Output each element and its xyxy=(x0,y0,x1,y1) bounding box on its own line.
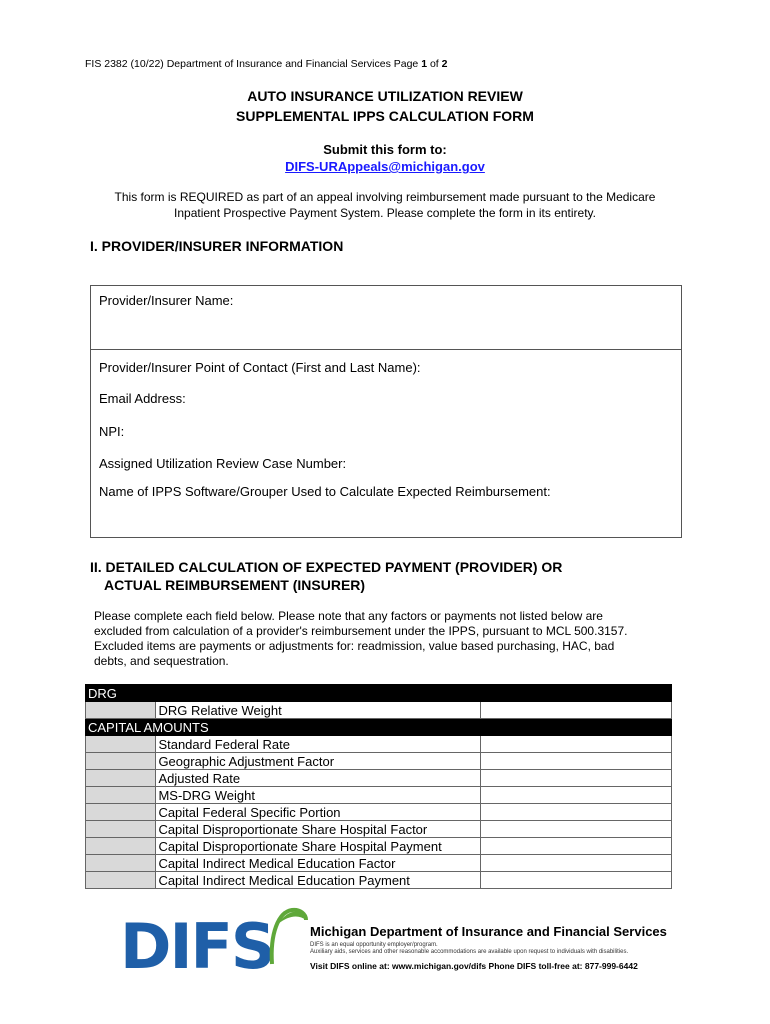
page-current: 1 xyxy=(421,58,428,70)
page-total: 2 xyxy=(441,58,448,70)
row-label: Capital Federal Specific Portion xyxy=(156,804,480,821)
footer xyxy=(120,904,680,983)
submit-instruction: Submit this form to: xyxy=(323,142,447,157)
section-2-heading-line: II. DETAILED CALCULATION OF EXPECTED PAYMENT (PROVIDER) OR xyxy=(90,559,563,575)
instruction-line: excluded from calculation of a provider's reimbursement under the IPPS, pursuant to MCL 500.3157. xyxy=(94,624,628,638)
case-number-field[interactable]: Assigned Utilization Review Case Number: xyxy=(99,456,347,471)
row-label: Capital Disproportionate Share Hospital Payment xyxy=(156,838,480,855)
table-row xyxy=(86,821,672,838)
table-row xyxy=(86,855,672,872)
table-section-header: DRG xyxy=(86,685,672,702)
row-value-field[interactable] xyxy=(480,753,671,770)
row-value-field[interactable] xyxy=(480,838,671,855)
table-row xyxy=(86,804,672,821)
row-value-field[interactable] xyxy=(480,736,671,753)
row-spacer-cell xyxy=(86,753,156,770)
row-value-field[interactable] xyxy=(480,821,671,838)
row-label: Capital Disproportionate Share Hospital Factor xyxy=(156,821,480,838)
email-field[interactable]: Email Address: xyxy=(99,391,186,406)
row-label: Capital Indirect Medical Education Payment xyxy=(156,872,480,889)
provider-info-box xyxy=(90,285,682,538)
row-spacer-cell xyxy=(86,804,156,821)
calculation-table xyxy=(85,684,672,889)
row-value-field[interactable] xyxy=(480,702,671,719)
row-label: Geographic Adjustment Factor xyxy=(156,753,480,770)
ipps-software-field[interactable]: Name of IPPS Software/Grouper Used to Calculate Expected Reimbursement: xyxy=(99,484,551,499)
table-row xyxy=(86,770,672,787)
form-title: AUTO INSURANCE UTILIZATION REVIEW xyxy=(247,88,523,104)
divider xyxy=(91,349,681,350)
table-section-header: CAPITAL AMOUNTS xyxy=(86,719,672,736)
difs-logo: DIFS xyxy=(120,910,274,983)
provider-name-field[interactable]: Provider/Insurer Name: xyxy=(99,293,234,308)
table-row xyxy=(86,702,672,719)
instruction-line: Excluded items are payments or adjustments for: readmission, value based purchasing, HAC, bad xyxy=(94,639,615,653)
accommodations-statement: Auxiliary aids, services and other reasonable accommodations are available upon request to individuals with disabilities. xyxy=(310,949,629,955)
row-value-field[interactable] xyxy=(480,770,671,787)
intro-text xyxy=(95,189,675,221)
row-label: Standard Federal Rate xyxy=(156,736,480,753)
row-spacer-cell xyxy=(86,787,156,804)
row-label: MS-DRG Weight xyxy=(156,787,480,804)
row-value-field[interactable] xyxy=(480,787,671,804)
row-spacer-cell xyxy=(86,702,156,719)
intro-line: This form is REQUIRED as part of an appeal involving reimbursement made pursuant to the Medicare xyxy=(114,190,656,204)
table-row xyxy=(86,753,672,770)
row-label: DRG Relative Weight xyxy=(156,702,480,719)
form-subtitle: SUPPLEMENTAL IPPS CALCULATION FORM xyxy=(236,108,534,124)
org-name: Michigan Department of Insurance and Financial Services xyxy=(310,924,667,939)
form-header xyxy=(85,58,448,70)
intro-line: Inpatient Prospective Payment System. Please complete the form in its entirety. xyxy=(174,206,596,220)
instruction-line: debts, and sequestration. xyxy=(94,654,229,668)
instruction-line: Please complete each field below. Please note that any factors or payments not listed below are xyxy=(94,609,603,623)
row-value-field[interactable] xyxy=(480,872,671,889)
row-spacer-cell xyxy=(86,770,156,787)
npi-field[interactable]: NPI: xyxy=(99,424,125,439)
table-row xyxy=(86,838,672,855)
table-header-row xyxy=(86,685,672,702)
section-2-heading-line: ACTUAL REIMBURSEMENT (INSURER) xyxy=(104,577,366,593)
section-2-heading xyxy=(90,558,562,594)
row-value-field[interactable] xyxy=(480,804,671,821)
row-spacer-cell xyxy=(86,736,156,753)
row-label: Capital Indirect Medical Education Factor xyxy=(156,855,480,872)
logo-swoosh-icon xyxy=(268,904,308,966)
row-spacer-cell xyxy=(86,855,156,872)
contact-line: Visit DIFS online at: www.michigan.gov/difs Phone DIFS toll-free at: 877-999-6442 xyxy=(310,961,638,971)
section-1-heading: I. PROVIDER/INSURER INFORMATION xyxy=(90,238,344,254)
table-header-row xyxy=(86,719,672,736)
row-label: Adjusted Rate xyxy=(156,770,480,787)
eeo-statement: DIFS is an equal opportunity employer/program. xyxy=(310,942,438,948)
row-spacer-cell xyxy=(86,821,156,838)
table-row xyxy=(86,736,672,753)
table-row xyxy=(86,787,672,804)
section-2-instructions xyxy=(94,609,684,669)
submit-email-link[interactable]: DIFS-URAppeals@michigan.gov xyxy=(285,159,485,174)
row-spacer-cell xyxy=(86,872,156,889)
point-of-contact-field[interactable]: Provider/Insurer Point of Contact (First and Last Name): xyxy=(99,360,421,375)
form-id: FIS 2382 (10/22) Department of Insurance and Financial Services Page xyxy=(85,58,419,70)
table-row xyxy=(86,872,672,889)
row-value-field[interactable] xyxy=(480,855,671,872)
row-spacer-cell xyxy=(86,838,156,855)
page-of: of xyxy=(429,58,439,70)
